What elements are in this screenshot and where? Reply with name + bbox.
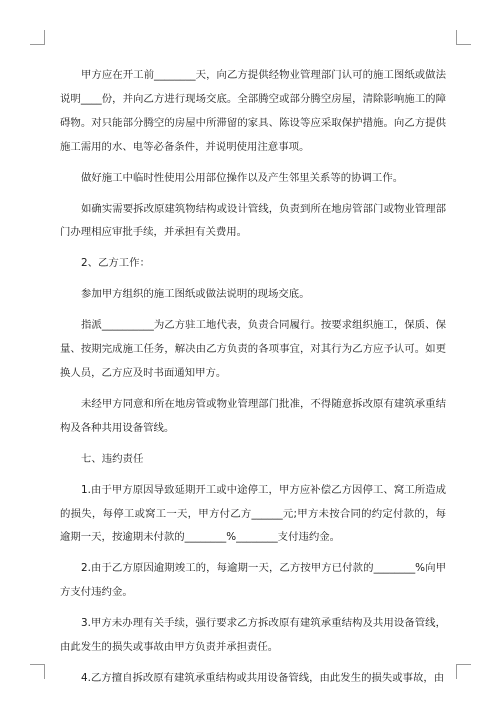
crop-mark-top-left	[30, 30, 45, 45]
paragraph-party-a-prep: 甲方应在开工前________天，向乙方提供经物业管理部门认可的施工图纸或做法说明____份，并向乙方进行现场交底。全部腾空或部分腾空房屋，清除影响施工的障碍物。对只能部分腾空的房屋中所滞留的家具、陈设等应采取保护措施。向乙方提供施工需用的水、电等必备条件，并说明使用注意事项。	[60, 69, 446, 153]
heading-party-b-work: 2、乙方工作：	[81, 257, 150, 270]
paragraph-breach-1: 1.由于甲方原因导致延期开工或中途停工，甲方应补偿乙方因停工、窝工所造成的损失，每停工或窝工一天，甲方付乙方______元;甲方未按合同的约定付款的，每逾期一天，按逾期未付款的________%________支付违约金。	[60, 483, 446, 544]
paragraph-coordination: 做好施工中临时性使用公用部位操作以及产生邻里关系等的协调工作。	[81, 171, 404, 184]
paragraph-breach-4: 4.乙方擅自拆改原有建筑承重结构或共用设备管线，由此发生的损失或事故，由	[81, 671, 445, 684]
crop-mark-top-right	[456, 30, 471, 45]
crop-mark-bottom-right	[456, 664, 471, 679]
paragraph-no-unauthorized-changes: 未经甲方同意和所在地房管或物业管理部门批准，不得随意拆改原有建筑承重结构及各种共用设备管线。	[60, 397, 446, 434]
heading-breach-liability: 七、违约责任	[81, 452, 144, 465]
paragraph-breach-3: 3.甲方未办理有关手续，强行要求乙方拆改原有建筑承重结构及共用设备管线，由此发生的损失或事故由甲方负责并承担责任。	[60, 617, 446, 654]
paragraph-site-briefing: 参加甲方组织的施工图纸或做法说明的现场交底。	[81, 288, 310, 301]
paragraph-breach-2: 2.由于乙方原因逾期竣工的，每逾期一天，乙方按甲方已付款的________%向甲方支付违约金。	[60, 562, 446, 599]
paragraph-site-representative: 指派__________为乙方驻工地代表，负责合同履行。按要求组织施工，保质、保量、按期完成施工任务，解决由乙方负责的各项事宜，对其行为乙方应予认可。如更换人员，乙方应及时书面通知甲方。	[60, 319, 446, 379]
crop-mark-bottom-left	[30, 664, 45, 679]
paragraph-structure-approval: 如确实需要拆改原建筑物结构或设计管线，负责到所在地房管部门或物业管理部门办理相应审批手续，并承担有关费用。	[60, 202, 446, 239]
document-body	[60, 64, 446, 698]
